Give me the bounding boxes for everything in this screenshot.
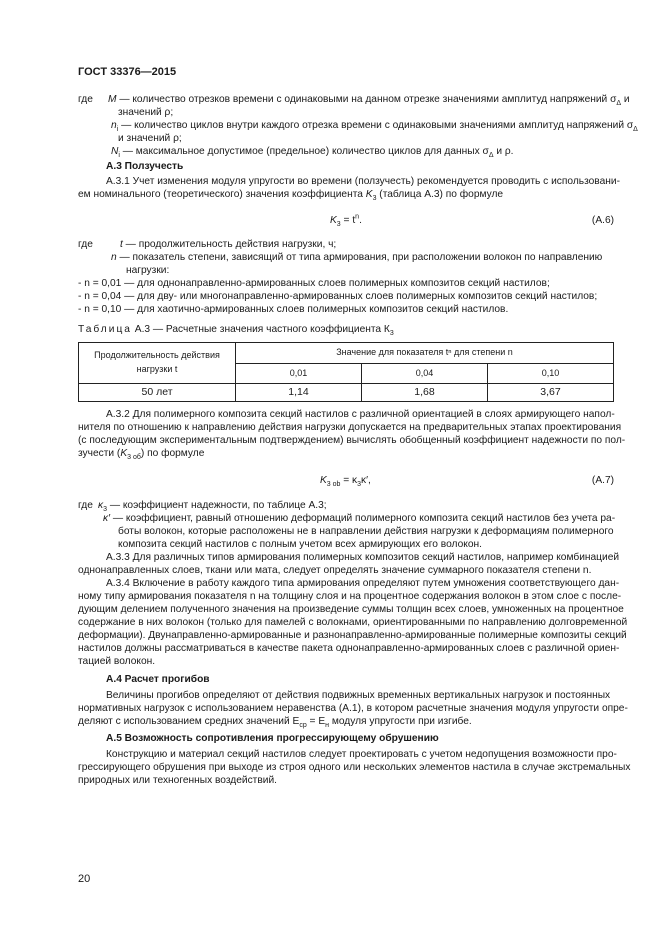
a32-line2: нителя по отношению к направлению действия нагрузки допускается на предварительных этапах проектирования xyxy=(78,422,622,433)
formula-a6 xyxy=(78,214,614,228)
definition-k3: где $\kappa_3$ — коэффициент надежности, по таблице А.3; xyxy=(78,500,327,514)
definition-n-cont: и значений ρ; xyxy=(118,133,182,144)
a4-line: деляют с использованием средних значений $E_{ср} = E_н$ модуля упругости при изгибе. xyxy=(78,716,472,730)
a34-line: ному типу армирования показателя n на толщину слоя и на процентное содержания волокон в этом слое с после- xyxy=(78,591,622,602)
where-label: где xyxy=(78,94,93,105)
table-col-header: 0,10 xyxy=(487,364,613,384)
definition-m xyxy=(78,93,630,108)
document-header: ГОСТ 33376—2015 xyxy=(78,66,177,78)
section-heading-a5: А.5 Возможность сопротивления прогрессирующему обрушению xyxy=(106,733,439,744)
a34-line: деформации). Двунаправленно-армированные и разнонаправленно-армированные полимерные композиты секций xyxy=(78,630,627,641)
definition-n-text: $n_i$ — количество циклов внутри каждого отрезка времени с одинаковыми значениями амплитуд напряжений $\sigma_\Delta$ xyxy=(111,120,638,134)
definition-n-power: n — показатель степени, зависящий от типа армирования, при расположении волокон по направлению xyxy=(111,252,603,263)
definition-kprime-cont: композита секций настилов с полным учетом всех армирующих его волокон. xyxy=(118,539,482,550)
table-col-header: 0,01 xyxy=(236,364,362,384)
a33-line2: однонаправленных слоев, ткани или мата, следует определять значение суммарного показателя степени n. xyxy=(78,565,592,576)
definition-n-power-cont: нагрузки: xyxy=(126,265,170,276)
definition-N xyxy=(78,145,614,159)
a34-line: содержание в них волокон (только для памелей с волокнами, ориентированными по направлению долговременной xyxy=(78,617,628,628)
section-heading-a4: А.4 Расчет прогибов xyxy=(106,674,210,685)
table-cell: 50 лет xyxy=(79,384,236,402)
formula-a7 xyxy=(78,474,614,488)
a32-line3: (с последующим экспериментальным подтверждением) вычислять обобщенный коэффициент надежности по пол- xyxy=(78,435,626,446)
definition-m-text: M — количество отрезков времени с одинаковыми на данном отрезке значениями амплитуд напряжений $\sigma_\Delta$ и xyxy=(108,94,630,108)
definition-kprime-cont: боты волокон, которые расположены не в направлении действия нагрузки к деформациям полимерного xyxy=(118,526,614,537)
table-cell: 1,68 xyxy=(361,384,487,402)
list-item: - n = 0,10 — для хаотично-армированных слоев полимерных композитов секций настилов. xyxy=(78,304,509,315)
a4-line: Величины прогибов определяют от действия подвижных временных вертикальных нагрузок и постоянных xyxy=(106,690,611,701)
a31-line1: А.3.1 Учет изменения модуля упругости во времени (ползучесть) рекомендуется проводить с использовани- xyxy=(106,176,620,187)
definition-kprime: κ′ — коэффициент, равный отношению деформаций полимерного композита секций настилов без учета ра- xyxy=(103,513,616,524)
table-row xyxy=(79,384,614,402)
table-caption: Таблица А.3 — Расчетные значения частного коэффициента $К_3$ xyxy=(78,324,394,338)
a32-line4: зучести $(K_{3 об})$ по формуле xyxy=(78,448,205,462)
list-item: - n = 0,01 — для однонаправленно-армированных слоев полимерных композитов секций настилов; xyxy=(78,278,550,289)
formula-a7-number: (А.7) xyxy=(591,475,614,486)
a4-line: нормативных нагрузок с использованием неравенства (А.1), в котором расчетные значения модуля упругости опре- xyxy=(78,703,628,714)
definition-N-text: $N_i$ — максимальное допустимое (предельное) количество циклов для данных $\sigma_\Delta$ и ρ. xyxy=(111,146,514,160)
table-cell: 1,14 xyxy=(236,384,362,402)
a32-line1: А.3.2 Для полимерного композита секций настилов с различной ориентацией в слоях армирующего напол- xyxy=(106,409,615,420)
definition-t: где t — продолжительность действия нагрузки, ч; xyxy=(78,239,337,250)
formula-a7-expr: $K_{3 ob} = \kappa_3\kappa'$, xyxy=(320,475,371,489)
definition-m-cont: значений ρ; xyxy=(118,107,174,118)
a34-line: тацией волокон. xyxy=(78,656,156,667)
page-number: 20 xyxy=(78,873,91,885)
a31-line2: ем номинального (теоретического) значения коэффициента $K_3$ (таблица А.3) по формуле xyxy=(78,189,504,203)
definition-n xyxy=(78,119,638,134)
a5-line: Конструкцию и материал секций настилов следует проектировать с учетом недопущения возможности про- xyxy=(106,749,617,760)
table-head-group: Значение для показателя tⁿ для степени n xyxy=(236,343,614,364)
table-cell: 3,67 xyxy=(487,384,613,402)
a34-line: настилов должны рассматриваться в качестве пакета однонаправленно-армированных слоев с различной ориен- xyxy=(78,643,620,654)
table-a3 xyxy=(78,342,614,402)
a34-line: А.3.4 Включение в работу каждого типа армирования определяют путем умножения соответствующего дан- xyxy=(106,578,620,589)
a5-line: грессирующего обрушения при выходе из строя одного или нескольких элементов настила в случае экстремальных xyxy=(78,762,631,773)
formula-a6-number: (А.6) xyxy=(591,215,614,226)
table-col-header: 0,04 xyxy=(361,364,487,384)
section-heading-a3: А.3 Ползучесть xyxy=(106,161,184,172)
formula-a6-expr: $K_3 = t^n$. xyxy=(330,213,362,229)
a33-line1: А.3.3 Для различных типов армирования полимерных композитов секций настилов, например комбинацией xyxy=(106,552,620,563)
table-head-duration: Продолжительность действия нагрузки t xyxy=(79,343,236,384)
a34-line: дующим делением полученного значения на произведение суммы толщин всех слоев, умноженных на процентное xyxy=(78,604,624,615)
a5-line: природных или техногенных воздействий. xyxy=(78,775,277,786)
list-item: - n = 0,04 — для дву- или многонаправленно-армированных слоев полимерных композитов секций настилов; xyxy=(78,291,598,302)
